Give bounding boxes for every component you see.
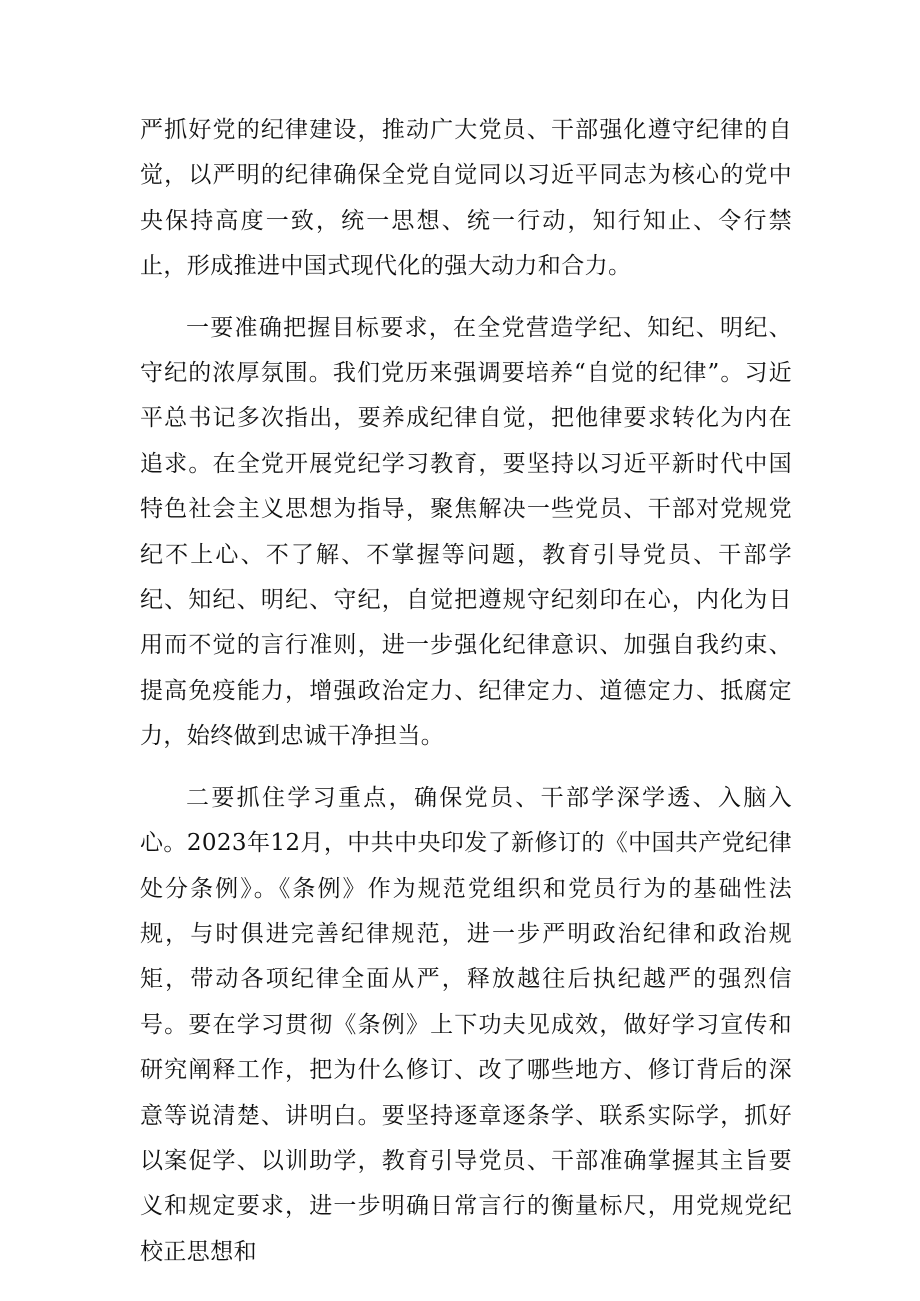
document-body — [140, 108, 792, 1291]
paragraph-study-focus: 二要抓住学习重点，确保党员、干部学深学透、入脑入心。2023年12月，中共中央印发了新修订的《中国共产党纪律处分条例》。《条例》作为规范党组织和党员行为的基础性法规，与时俱进完善纪律规范，进一步严明政治纪律和政治规矩，带动各项纪律全面从严，释放越往后执纪越严的强烈信号。要在学习贯彻《条例》上下功夫见成效，做好学习宣传和研究阐释工作，把为什么修订、改了哪些地方、修订背后的深意等说清楚、讲明白。要坚持逐章逐条学、联系实际学，抓好以案促学、以训助学，教育引导党员、干部准确掌握其主旨要义和规定要求，进一步明确日常言行的衡量标尺，用党规党纪校正思想和 — [140, 784, 792, 1265]
paragraph-continuation: 严抓好党的纪律建设，推动广大党员、干部强化遵守纪律的自觉，以严明的纪律确保全党自觉同以习近平同志为核心的党中央保持高度一致，统一思想、统一行动，知行知止、令行禁止，形成推进中国式现代化的强大动力和合力。 — [140, 117, 792, 280]
paragraph-target-requirements: 一要准确把握目标要求，在全党营造学纪、知纪、明纪、守纪的浓厚氛围。我们党历来强调要培养“自觉的纪律”。习近平总书记多次指出，要养成纪律自觉，把他律要求转化为内在追求。在全党开展党纪学习教育，要坚持以习近平新时代中国特色社会主义思想为指导，聚焦解决一些党员、干部对党规党纪不上心、不了解、不掌握等问题，教育引导党员、干部学纪、知纪、明纪、守纪，自觉把遵规守纪刻印在心，内化为日用而不觉的言行准则，进一步强化纪律意识、加强自我约束、提高免疫能力，增强政治定力、纪律定力、道德定力、抵腐定力，始终做到忠诚干净担当。 — [140, 314, 792, 750]
